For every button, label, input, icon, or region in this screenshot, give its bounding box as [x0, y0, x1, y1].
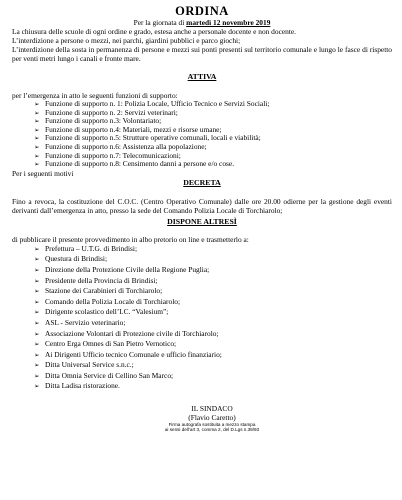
date-prefix: Per la giornata di [133, 18, 187, 27]
arrow-bullet-icon: ➢ [34, 297, 40, 306]
motivi-line: Per i seguenti motivi [12, 168, 74, 178]
list-item: ➢ Ditta Omnia Service di Cellino San Marco; [34, 370, 174, 380]
list-item: ➢ Prefettura – U.T.G. di Brindisi; [34, 243, 138, 253]
arrow-bullet-icon: ➢ [34, 244, 40, 253]
list-item: ➢ Questura di Brindisi; [34, 254, 107, 264]
list-item: ➢ Funzione di supporto n.7: Telecomunicazioni; [34, 150, 181, 160]
date-line [12, 18, 392, 27]
order-line-parks: L’interdizione a persone o mezzi, nei parchi, giardini pubblici e parco giochi; [12, 36, 241, 45]
list-item: ➢ Direzione della Protezione Civile della Regione Puglia; [34, 264, 210, 274]
date-value: martedì 12 novembre 2019 [186, 18, 271, 27]
section-attiva: ATTIVA [187, 72, 217, 81]
arrow-bullet-icon: ➢ [34, 287, 40, 296]
arrow-bullet-icon: ➢ [34, 350, 40, 359]
support-functions-list [12, 100, 392, 169]
arrow-bullet-icon: ➢ [34, 151, 40, 160]
arrow-bullet-icon: ➢ [34, 125, 40, 134]
order-lines [12, 27, 392, 63]
list-item: ➢ Ditta Ladisa ristorazione. [34, 381, 120, 391]
section-dispone: DISPONE ALTRESÌ [167, 216, 237, 226]
arrow-bullet-icon: ➢ [34, 371, 40, 380]
list-item: ➢ Associazione Volontari di Protezione civile di Torchiarolo; [34, 328, 219, 338]
list-item: ➢ Funzione di supporto n. 1: Polizia Locale, Ufficio Tecnico e Servizi Sociali; [34, 99, 270, 108]
list-item: ➢ Funzione di supporto n.8: Censimento danni a persone e/o cose. [34, 159, 235, 169]
arrow-bullet-icon: ➢ [34, 100, 40, 108]
arrow-bullet-icon: ➢ [34, 134, 40, 143]
signature-note-1: Firma autografa sostituita a mezzo stampa [168, 422, 256, 428]
list-item: ➢ Stazione dei Carabinieri di Torchiarolo; [34, 286, 163, 296]
list-item: ➢ Funzione di supporto n.5: Strutture operative comunali, locali e viabilità; [34, 133, 261, 143]
recipients-list [12, 244, 392, 392]
list-item: ➢ Comando della Polizia Locale di Torchiarolo; [34, 296, 181, 306]
section-decreta: DECRETA [183, 177, 221, 187]
list-item: ➢ Funzione di supporto n.6: Assistenza alla popolazione; [34, 141, 207, 151]
signature-role: IL SINDACO [191, 404, 233, 414]
list-item: ➢ Ditta Universal Service s.n.c.; [34, 360, 134, 370]
order-line-bridges: L’interdizione della sosta in permanenza di persone e mezzi sui ponti presenti sul territorio comunale e lungo le fasce di rispetto per venti metri lungo i canali e fronte mare. [12, 45, 392, 63]
list-item: ➢ ASL - Servizio veterinario; [34, 317, 126, 327]
arrow-bullet-icon: ➢ [34, 382, 40, 391]
signature-name: (Flavio Caretto) [188, 413, 236, 423]
document-title: ORDINA [175, 4, 229, 18]
list-item: ➢ Funzione di supporto n.3: Volontariato; [34, 116, 162, 126]
attiva-intro: per l’emergenza in atto le seguenti funzioni di supporto: [12, 91, 178, 100]
arrow-bullet-icon: ➢ [34, 117, 40, 126]
arrow-bullet-icon: ➢ [34, 329, 40, 338]
list-item: ➢ Funzione di supporto n.4: Materiali, mezzi e risorse umane; [34, 124, 222, 134]
arrow-bullet-icon: ➢ [34, 265, 40, 274]
list-item: ➢ Centro Erga Omnes di San Pietro Vernotico; [34, 339, 177, 349]
signature-note-2: ai sensi dell’art 3, comma 2, del D.Lgs n.39/93 [164, 427, 260, 433]
list-item: ➢ Ai Dirigenti Ufficio tecnico Comunale e ufficio finanziario; [34, 349, 222, 359]
arrow-bullet-icon: ➢ [34, 308, 40, 317]
list-item: ➢ Funzione di supporto n. 2: Servizi veterinari; [34, 107, 178, 117]
arrow-bullet-icon: ➢ [34, 340, 40, 349]
arrow-bullet-icon: ➢ [34, 255, 40, 264]
arrow-bullet-icon: ➢ [34, 142, 40, 151]
decreta-text: Fino a revoca, la costituzione del C.O.C. (Centro Operativo Comunale) dalle ore 20.00 odierne per la gestione degli eventi derivanti dall’emergenza in atto, presso la sede del Comando Polizia Locale di Torchiarolo; [12, 196, 392, 215]
arrow-bullet-icon: ➢ [34, 361, 40, 370]
arrow-bullet-icon: ➢ [34, 276, 40, 285]
dispone-intro: di pubblicare il presente provvedimento in albo pretorio on line e trasmetterlo a: [12, 234, 249, 244]
list-item: ➢ Presidente della Provincia di Brindisi; [34, 275, 158, 285]
list-item: ➢ Dirigente scolastico dell’I.C. “Valesium”; [34, 307, 169, 317]
arrow-bullet-icon: ➢ [34, 160, 40, 169]
arrow-bullet-icon: ➢ [34, 318, 40, 327]
arrow-bullet-icon: ➢ [34, 108, 40, 117]
order-line-schools: La chiusura delle scuole di ogni ordine e grado, estesa anche a personale docente e non docente. [12, 27, 297, 36]
